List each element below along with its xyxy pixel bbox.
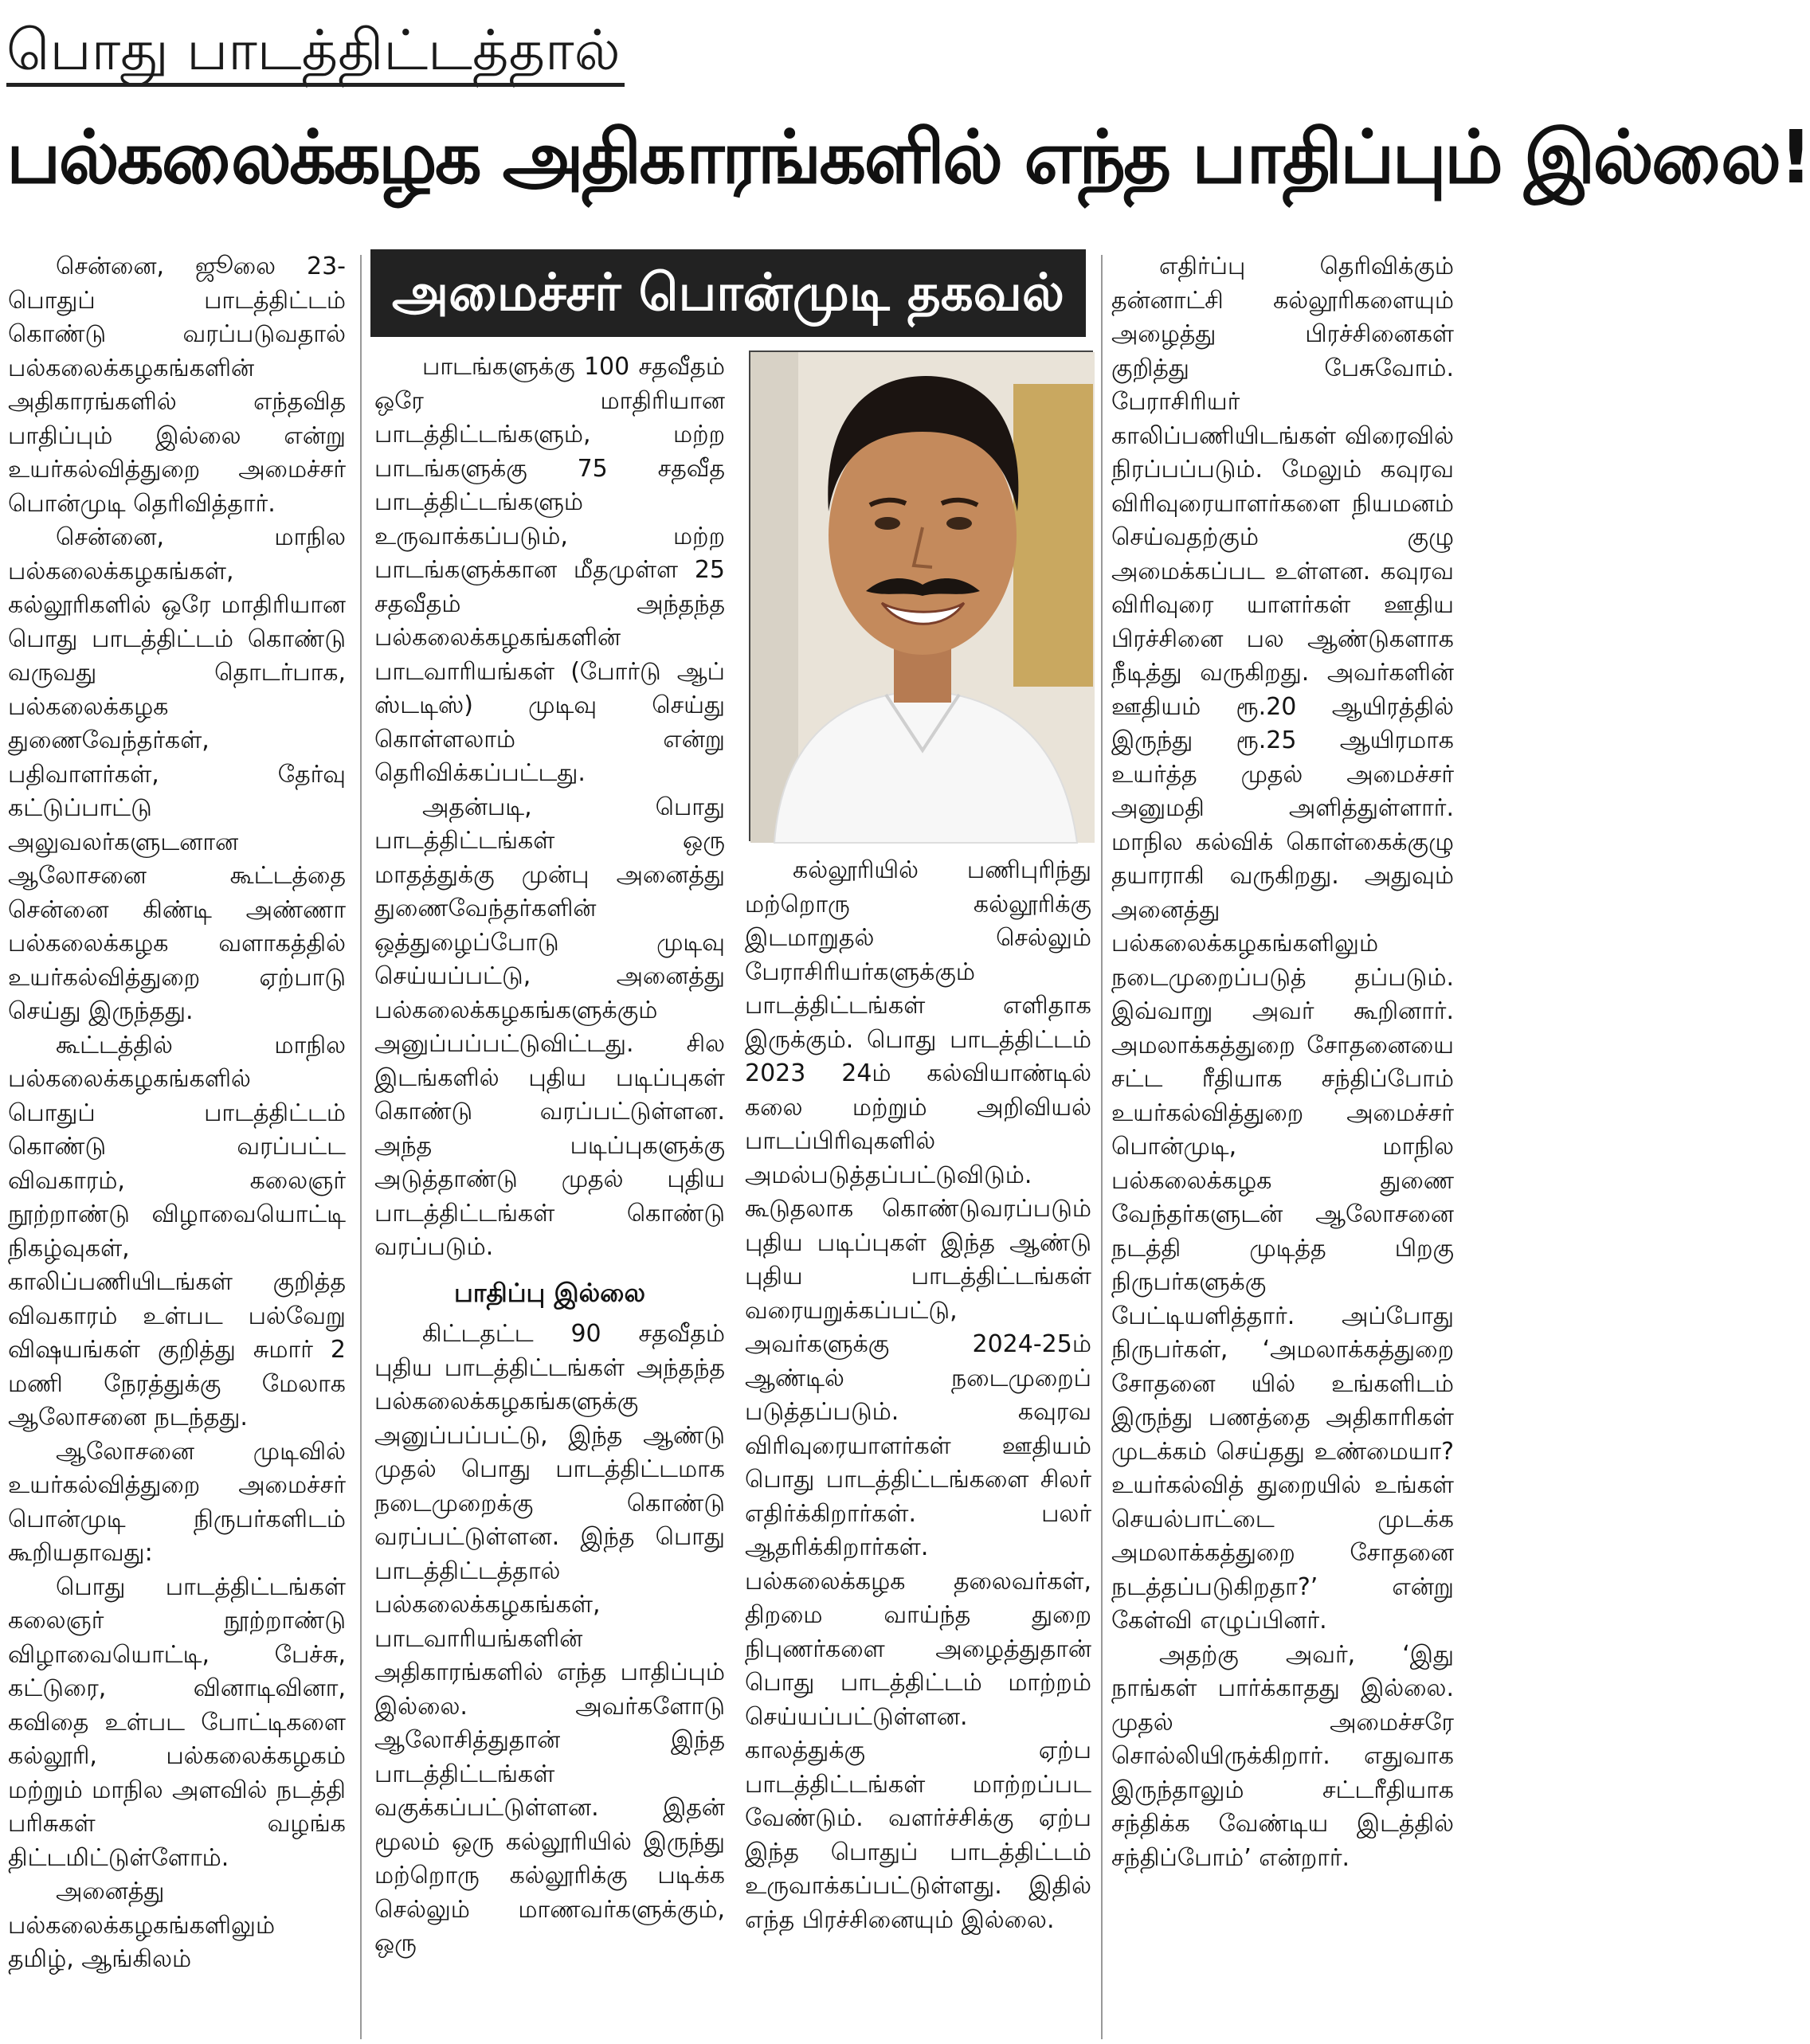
column-divider [1101,255,1103,2039]
paragraph: சென்னை, ஜூலை 23- பொதுப் பாடத்திட்டம் கொண்டு வரப்படுவதால் பல்கலைக்கழகங்களின் அதிகாரங்களில் எந்தவித பாதிப்பும் இல்லை என்று உயர்கல்வித்துறை அமைச்சர் பொன்முடி தெரிவித்தார். [8,253,346,518]
kicker-underline [6,83,625,87]
paragraph: அதற்கு அவர், ‘இது நாங்கள் பார்க்காதது இல்லை. முதல் அமைச்சரே சொல்லியிருக்கிறார். எதுவாக இருந்தாலும் சட்டரீதியாக சந்திக்க வேண்டிய இடத்தில் சந்திப்போம்’ என்றார். [1111,1640,1454,1872]
paragraph: அதன்படி, பொது பாடத்திட்டங்கள் ஒரு மாதத்துக்கு முன்பு அனைத்து துணைவேந்தர்களின் ஒத்துழைப்போடு முடிவு செய்யப்பட்டு, அனைத்து பல்கலைக்கழகங்களுக்கும் அனுப்பப்பட்டுவிட்டது. சில இடங்களில் புதிய படிப்புகள் கொண்டு வரப்பட்டுள்ளன. அந்த படிப்புகளுக்கு அடுத்தாண்டு முதல் புதிய பாடத்திட்டங்கள் கொண்டு வரப்படும். [374,793,725,1261]
paragraph: எதிர்ப்பு தெரிவிக்கும் தன்னாட்சி கல்லூரிகளையும் அழைத்து பிரச்சினைகள் குறித்து பேசுவோம். பேராசிரியர் காலிப்பணியிடங்கள் விரைவில் நிரப்பப்படும். மேலும் கவுரவ விரிவுரையாளர்களை நியமனம் செய்வதற்கும் குழு அமைக்கப்பட உள்ளன. கவுரவ விரிவுரை யாளர்கள் ஊதிய பிரச்சினை பல ஆண்டுகளாக நீடித்து வருகிறது. அவர்களின் ஊதியம் ரூ.20 ஆயிரத்தில் இருந்து ரூ.25 ஆயிரமாக உயர்த்த முதல் அமைச்சர் அனுமதி அளித்துள்ளார். மாநில கல்விக் கொள்கைக்குழு தயாராகி வருகிறது. அதுவும் அனைத்து பல்கலைக்கழகங்களிலும் நடைமுறைப்படுத் தப்படும். இவ்வாறு அவர் கூறினார். அமலாக்கத்துறை சோதனையை சட்ட ரீதியாக சந்திப்போம் உயர்கல்வித்துறை அமைச்சர் பொன்முடி, மாநில பல்கலைக்கழக துணை வேந்தர்களுடன் ஆலோசனை நடத்தி முடித்த பிறகு நிருபர்களுக்கு பேட்டியளித்தார். அப்போது நிருபர்கள், ‘அமலாக்கத்துறை சோதனை யில் உங்களிடம் இருந்து பணத்தை அதிகாரிகள் முடக்கம் செய்தது உண்மையா? உயர்கல்வித் துறையில் உங்கள் செயல்பாட்டை முடக்க அமலாக்கத்துறை சோதனை நடத்தப்படுகிறதா?’ என்று கேள்வி எழுப்பினர். [1111,253,1454,1635]
portrait-image [750,352,1095,843]
article-column-4 [1111,250,1454,1875]
main-headline: பல்கலைக்கழக அதிகாரங்களில் எந்த பாதிப்பும் இல்லை! [6,115,1810,200]
subheadline-banner: அமைச்சர் பொன்முடி தகவல் [370,249,1086,337]
article-column-3 [745,854,1091,1937]
article-column-1 [8,250,346,1977]
paragraph: அனைத்து பல்கலைக்கழகங்களிலும் தமிழ், ஆங்கிலம் [8,1878,276,1973]
kicker-headline: பொது பாடத்திட்டத்தால் [6,18,621,83]
paragraph: பொது பாடத்திட்டங்கள் கலைஞர் நூற்றாண்டு விழாவையொட்டி, பேச்சு, கட்டுரை, வினாடிவினா, கவிதை உள்பட போட்டிகளை கல்லூரி, பல்கலைக்கழகம் மற்றும் மாநில அளவில் நடத்தி பரிசுகள் வழங்க திட்டமிட்டுள்ளோம். [8,1572,346,1872]
paragraph: கிட்டதட்ட 90 சதவீதம் புதிய பாடத்திட்டங்கள் அந்தந்த பல்கலைக்கழகங்களுக்கு அனுப்பப்பட்டு, இந்த ஆண்டு முதல் பொது பாடத்திட்டமாக நடைமுறைக்கு கொண்டு வரப்பட்டுள்ளன. இந்த பொது பாடத்திட்டத்தால் பல்கலைக்கழகங்கள், பாடவாரியங்களின் அதிகாரங்களில் எந்த பாதிப்பும் இல்லை. அவர்களோடு ஆலோசித்துதான் இந்த பாடத்திட்டங்கள் வகுக்கப்பட்டுள்ளன. இதன் மூலம் ஒரு கல்லூரியில் இருந்து மற்றொரு கல்லூரிக்கு படிக்க செல்லும் மாணவர்களுக்கும், ஒரு [374,1320,725,1957]
minister-photo [749,350,1093,841]
paragraph: கல்லூரியில் பணிபுரிந்து மற்றொரு கல்லூரிக்கு இடமாறுதல் செல்லும் பேராசிரியர்களுக்கும் பாடத்திட்டங்கள் எளிதாக இருக்கும். பொது பாடத்திட்டம் 2023 24ம் கல்வியாண்டில் கலை மற்றும் அறிவியல் பாடப்பிரிவுகளில் அமல்படுத்தப்பட்டுவிடும். கூடுதலாக கொண்டுவரப்படும் புதிய படிப்புகள் இந்த ஆண்டு புதிய பாடத்திட்டங்கள் வரையறுக்கப்பட்டு, அவர்களுக்கு 2024-25ம் ஆண்டில் நடைமுறைப் படுத்தப்படும். கவுரவ விரிவுரையாளர்கள் ஊதியம் பொது பாடத்திட்டங்களை சிலர் எதிர்க்கிறார்கள். பலர் ஆதரிக்கிறார்கள். பல்கலைக்கழக தலைவர்கள், திறமை வாய்ந்த துறை நிபுணர்களை அழைத்துதான் பொது பாடத்திட்டம் மாற்றம் செய்யப்பட்டுள்ளன. காலத்துக்கு ஏற்ப பாடத்திட்டங்கள் மாற்றப்பட வேண்டும். வளர்ச்சிக்கு ஏற்ப இந்த பொதுப் பாடத்திட்டம் உருவாக்கப்பட்டுள்ளது. இதில் எந்த பிரச்சினையும் இல்லை. [745,856,1091,1934]
paragraph: ஆலோசனை முடிவில் உயர்கல்வித்துறை அமைச்சர் பொன்முடி நிருபர்களிடம் கூறியதாவது: [8,1437,346,1567]
paragraph: சென்னை, மாநில பல்கலைக்கழகங்கள், கல்லூரிகளில் ஒரே மாதிரியான பொது பாடத்திட்டம் கொண்டு வருவது தொடர்பாக, பல்கலைக்கழக துணைவேந்தர்கள், பதிவாளர்கள், தேர்வு கட்டுப்பாட்டு அலுவலர்களுடனான ஆலோசனை கூட்டத்தை சென்னை கிண்டி அண்ணா பல்கலைக்கழக வளாகத்தில் உயர்கல்வித்துறை ஏற்பாடு செய்து இருந்தது. [8,523,346,1025]
section-subheading: பாதிப்பு இல்லை [453,1277,646,1308]
paragraph: கூட்டத்தில் மாநில பல்கலைக்கழகங்களில் பொதுப் பாடத்திட்டம் கொண்டு வரப்பட்ட விவகாரம், கலைஞர் நூற்றாண்டு விழாவையொட்டி நிகழ்வுகள், காலிப்பணியிடங்கள் குறித்த விவகாரம் உள்பட பல்வேறு விஷயங்கள் குறித்து சுமார் 2 மணி நேரத்துக்கு மேலாக ஆலோசனை நடந்தது. [8,1031,346,1431]
article-column-2 [374,350,725,1961]
paragraph: பாடங்களுக்கு 100 சதவீதம் ஒரே மாதிரியான பாடத்திட்டங்களும், மற்ற பாடங்களுக்கு 75 சதவீத பாடத்திட்டங்களும் உருவாக்கப்படும், மற்ற பாடங்களுக்கான மீதமுள்ள 25 சதவீதம் அந்தந்த பல்கலைக்கழகங்களின் பாடவாரியங்கள் (போர்டு ஆப் ஸ்டடிஸ்) முடிவு செய்து கொள்ளலாம் என்று தெரிவிக்கப்பட்டது. [374,353,725,787]
column-divider [360,255,362,2039]
